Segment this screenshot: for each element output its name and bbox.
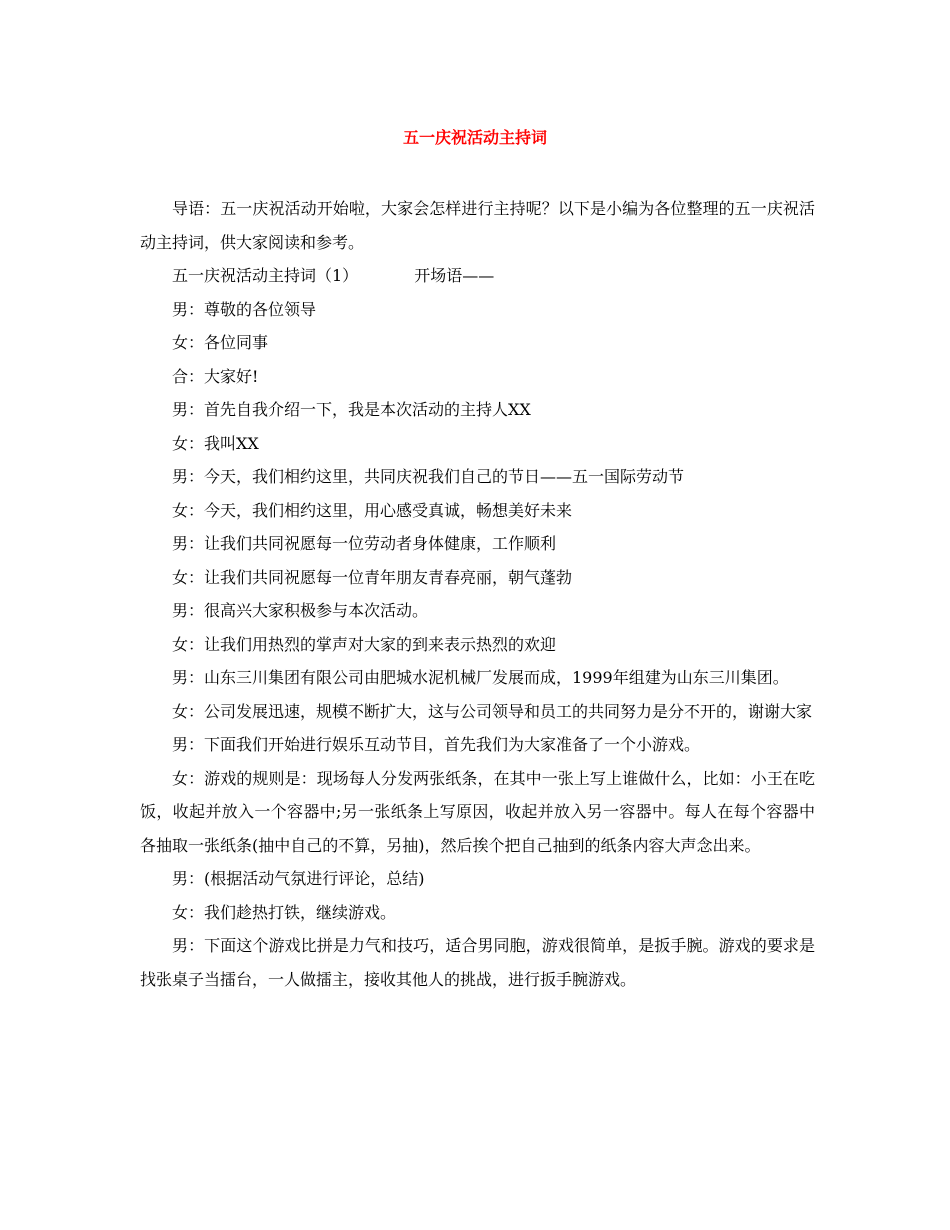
dialogue-line: 男：很高兴大家积极参与本次活动。 (172, 601, 429, 620)
section-heading (140, 259, 815, 293)
dialogue-line: 男：下面我们开始进行娱乐互动节目，首先我们为大家准备了一个小游戏。 (172, 735, 701, 754)
dialogue-line: 男：山东三川集团有限公司由肥城水泥机械厂发展而成，1999年组建为山东三川集团。 (172, 668, 789, 687)
dialogue-line: 女：各位同事 (172, 333, 269, 352)
dialogue-line: 女：我叫XX (172, 433, 259, 453)
dialogue-line: 女：让我们用热烈的掌声对大家的到来表示热烈的欢迎 (172, 634, 557, 654)
dialogue-line: 女：公司发展迅速，规模不断扩大，这与公司领导和员工的共同努力是分不开的，谢谢大家 (172, 701, 813, 721)
section-heading-subtitle: 开场语—— (414, 266, 495, 285)
intro-paragraph: 导语：五一庆祝活动开始啦，大家会怎样进行主持呢？以下是小编为各位整理的五一庆祝活动主持词，供大家阅读和参考。 (140, 199, 815, 252)
dialogue-line: 男：今天，我们相约这里，共同庆祝我们自己的节日——五一国际劳动节 (172, 467, 685, 486)
dialogue-line: 男：下面这个游戏比拼是力气和技巧，适合男同胞，游戏很简单，是扳手腕。游戏的要求是找张桌子当擂台，一人做擂主，接收其他人的挑战，进行扳手腕游戏。 (140, 936, 815, 989)
dialogue-line: 男：首先自我介绍一下，我是本次活动的主持人XX (172, 400, 531, 419)
dialogue-line: 合：大家好! (172, 366, 259, 386)
document-title: 五一庆祝活动主持词 (402, 128, 547, 147)
section-heading-title: 五一庆祝活动主持词（1） (172, 266, 359, 285)
document-body (140, 192, 815, 996)
dialogue-line: 女：游戏的规则是：现场每人分发两张纸条，在其中一张上写上谁做什么，比如：小王在吃饭，收起并放入一个容器中;另一张纸条上写原因，收起并放入另一容器中。每人在每个容器中各抽取一张纸条(抽中自己的不算，另抽)，然后挨个把自己抽到的纸条内容大声念出来。 (140, 768, 815, 855)
dialogue-line: 男：让我们共同祝愿每一位劳动者身体健康，工作顺利 (172, 534, 557, 553)
dialogue-line: 女：我们趁热打铁，继续游戏。 (172, 902, 397, 922)
dialogue-line: 男：(根据活动气氛进行评论，总结) (172, 869, 425, 888)
dialogue-line: 女：让我们共同祝愿每一位青年朋友青春亮丽，朝气蓬勃 (172, 567, 573, 587)
dialogue-line: 女：今天，我们相约这里，用心感受真诚，畅想美好未来 (172, 500, 573, 520)
dialogue-line: 男：尊敬的各位领导 (172, 299, 317, 319)
